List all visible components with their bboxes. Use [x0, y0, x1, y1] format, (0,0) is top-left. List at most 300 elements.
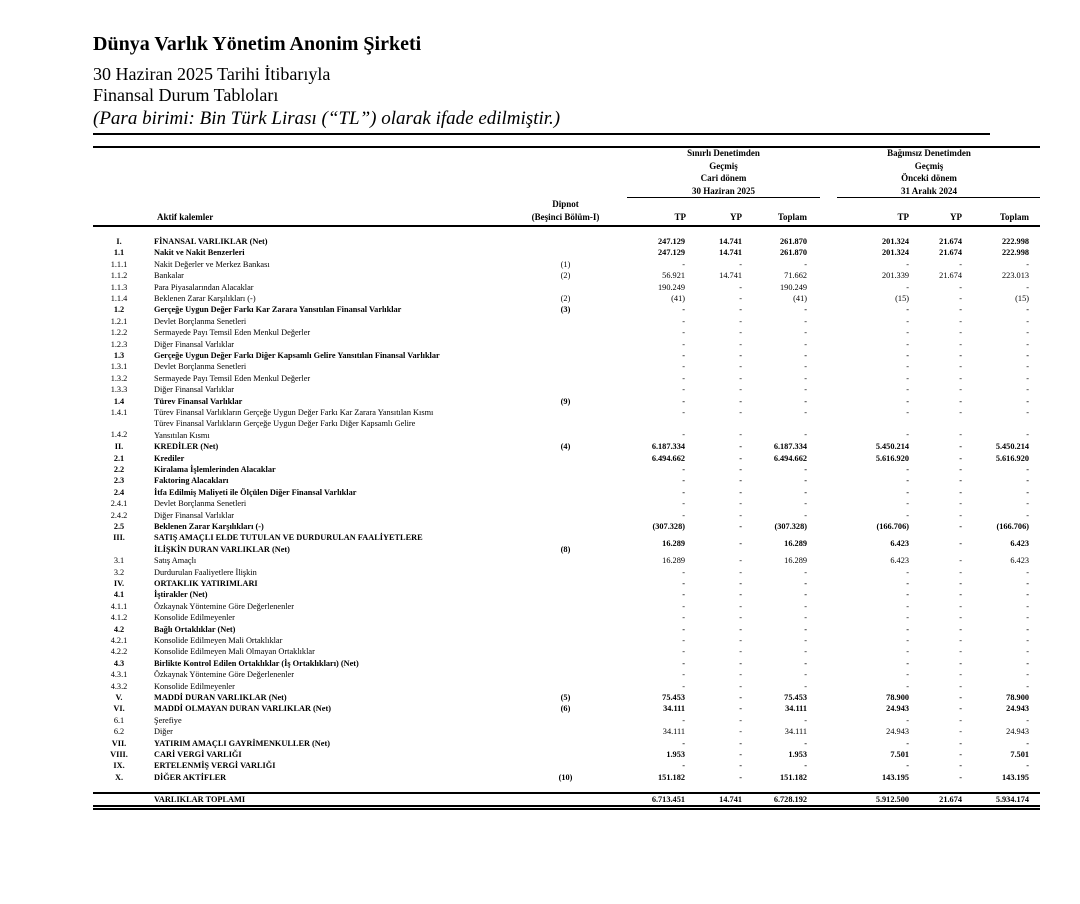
prior-total-value: 5.616.920: [995, 453, 1029, 463]
current-yp-value: -: [739, 510, 742, 520]
current-yp-value: -: [739, 715, 742, 725]
prior-yp-value: -: [959, 613, 962, 623]
dipnot-subheader: (Beşinci Bölüm-I): [531, 212, 600, 222]
item-label: Türev Finansal Varlıkların Gerçeğe Uygun Değer Farkı Kar Zarara Yansıtılan Kısmı: [154, 408, 434, 417]
note-ref: (6): [560, 704, 571, 714]
current-total-value: -: [804, 590, 807, 600]
current-yp-value: -: [739, 259, 742, 269]
item-label: İştirakler (Net): [154, 590, 208, 600]
current-total-value: 71.662: [784, 271, 807, 281]
prior-yp-value: -: [959, 727, 962, 737]
current-yp-value: -: [739, 476, 742, 486]
item-number: IX.: [113, 761, 125, 771]
company-name: Dünya Varlık Yönetim Anonim Şirketi: [93, 33, 422, 55]
table-row: [93, 384, 1040, 395]
prior-total-value: -: [1026, 408, 1029, 417]
prior-total-value: -: [1026, 305, 1029, 315]
item-number: 3.2: [113, 567, 125, 577]
current-yp-value: -: [739, 465, 742, 474]
prior-tp-value: -: [906, 601, 909, 611]
item-number: 2.4: [113, 487, 125, 497]
item-number: 6.1: [113, 715, 125, 725]
prior-yp-value: -: [959, 579, 962, 588]
current-total-value: -: [804, 328, 807, 338]
current-tp-value: -: [682, 681, 685, 691]
prior-total-value: 5.450.214: [995, 442, 1029, 452]
prior-tp-value: -: [906, 613, 909, 623]
total-yp: 14.741: [719, 795, 742, 804]
current-yp-value: -: [739, 373, 742, 383]
prior-tp-value: -: [906, 510, 909, 520]
current-yp-value: -: [739, 693, 742, 702]
prior-yp-value: -: [959, 624, 962, 634]
prior-total-value: 6.423: [1010, 556, 1029, 566]
prior-yp-value: -: [959, 453, 962, 463]
prior-tp-value: 7.501: [890, 750, 909, 759]
table-row: [93, 532, 1040, 555]
total-label: VARLIKLAR TOPLAMI: [154, 795, 246, 804]
prior-tp-value: -: [906, 636, 909, 645]
prior-total-value: 24.943: [1006, 704, 1029, 714]
prior-tp-value: -: [906, 351, 909, 360]
prior-yp-value: -: [959, 362, 962, 372]
prior-tp-value: 78.900: [886, 693, 909, 702]
prior-total-value: -: [1026, 761, 1029, 771]
current-yp-value: -: [739, 579, 742, 588]
item-label: MADDİ DURAN VARLIKLAR (Net): [154, 693, 287, 702]
current-tp-value: -: [682, 316, 685, 326]
current-total-value: 34.111: [784, 727, 807, 737]
item-label: Özkaynak Yöntemine Göre Değerlenenler: [154, 601, 294, 611]
current-total-value: 1.953: [788, 750, 807, 759]
prior-tp-value: -: [906, 590, 909, 600]
table-row: [93, 316, 1040, 327]
current-yp-value: -: [739, 658, 742, 668]
current-tp-value: -: [682, 408, 685, 417]
prior-tp-value: -: [906, 305, 909, 315]
current-total-value: -: [804, 624, 807, 634]
table-row: [93, 578, 1040, 589]
prior-yp-value: 21.674: [939, 248, 962, 258]
item-label: ERTELENMİŞ VERGİ VARLIĞI: [154, 761, 276, 771]
item-label: Bankalar: [154, 271, 184, 281]
current-total-value: -: [804, 499, 807, 509]
current-total-value: 34.111: [785, 704, 807, 714]
prior-total-value: -: [1026, 430, 1029, 440]
item-label: DİĞER AKTİFLER: [154, 772, 227, 782]
prior-total-value: -: [1026, 385, 1029, 395]
prior-total-value: 143.195: [1002, 772, 1029, 782]
prior-yp-value: -: [959, 373, 962, 383]
table-row: [93, 635, 1040, 646]
prior-yp-value: -: [959, 750, 962, 759]
item-label: KREDİLER (Net): [154, 442, 219, 452]
prior-total-value: -: [1026, 282, 1029, 292]
current-period-header: Sınırlı Denetimden Geçmiş Cari dönem 30 Haziran 2025: [687, 148, 760, 196]
current-total-value: 6.187.334: [773, 442, 807, 452]
item-label: SATIŞ AMAÇLI ELDE TUTULAN VE DURDURULAN FAALİYETLERE İLİŞKİN DURAN VARLIKLAR (Net): [154, 533, 423, 554]
item-label: Özkaynak Yöntemine Göre Değerlenenler: [154, 670, 294, 680]
prior-tp-value: 201.324: [882, 237, 909, 246]
prior-tp-value: -: [906, 465, 909, 474]
table-row: [93, 270, 1040, 281]
current-total-value: -: [804, 465, 807, 474]
current-total-value: -: [804, 385, 807, 395]
table-row: [93, 555, 1040, 566]
current-tp-value: -: [682, 305, 685, 315]
prior-yp-value: -: [959, 476, 962, 486]
current-total-value: -: [804, 670, 807, 680]
prior-total-value: -: [1026, 590, 1029, 600]
note-ref: (5): [560, 693, 571, 702]
prior-tp-value: -: [906, 658, 909, 668]
table-row: [93, 350, 1040, 361]
item-label: CARİ VERGİ VARLIĞI: [154, 750, 242, 759]
prior-total-value: -: [1026, 396, 1029, 406]
table-row: [93, 658, 1040, 669]
current-tp-value: -: [682, 259, 685, 269]
prior-yp-value: -: [959, 636, 962, 645]
item-number: 1.1.2: [110, 271, 128, 281]
prior-yp-value: -: [959, 465, 962, 474]
table-row: [93, 726, 1040, 737]
yp-header: YP: [730, 212, 742, 222]
current-tp-value: (307.328): [652, 522, 685, 531]
table-row: [93, 681, 1040, 692]
current-tp-value: -: [682, 579, 685, 588]
note-ref: (8): [560, 545, 571, 555]
prior-total-value: (15): [1015, 294, 1029, 303]
item-number: 1.2.2: [110, 328, 128, 338]
prior-tp-value: 24.943: [886, 704, 909, 714]
dipnot-header: Dipnot: [552, 199, 579, 209]
current-total-value: -: [804, 738, 807, 748]
current-tp-value: -: [682, 362, 685, 372]
item-label: Faktoring Alacakları: [154, 476, 229, 486]
current-tp-value: (41): [671, 294, 685, 303]
item-label: Gerçeğe Uygun Değer Farkı Diğer Kapsamlı Gelire Yansıtılan Finansal Varlıklar: [154, 351, 440, 360]
prior-tp-value: 201.339: [882, 271, 909, 281]
prior-tp-value: -: [906, 624, 909, 634]
prior-tp-value: -: [906, 408, 909, 417]
item-number: 6.2: [113, 727, 125, 737]
prior-yp-value: 21.674: [939, 237, 962, 246]
item-label: Konsolide Edilmeyen Mali Ortaklıklar: [154, 636, 283, 645]
table-row: [93, 738, 1040, 749]
current-total-value: -: [804, 681, 807, 691]
table-row: [93, 772, 1040, 783]
item-label: Konsolide Edilmeyenler: [154, 613, 235, 623]
current-tp-value: 56.921: [662, 271, 685, 281]
item-number: 1.1: [113, 248, 125, 258]
current-total-value: -: [804, 715, 807, 725]
item-label: YATIRIM AMAÇLI GAYRİMENKULLER (Net): [154, 738, 331, 748]
item-label: MADDİ OLMAYAN DURAN VARLIKLAR (Net): [154, 704, 332, 714]
current-tp-value: 75.453: [662, 693, 685, 702]
current-yp-value: -: [739, 727, 742, 737]
prior-yp-value: -: [959, 282, 962, 292]
item-label: Diğer Finansal Varlıklar: [154, 510, 235, 520]
current-total-value: -: [804, 658, 807, 668]
current-tp-value: 190.249: [658, 282, 685, 292]
prior-total-value: -: [1026, 328, 1029, 338]
current-yp-value: -: [739, 442, 742, 452]
current-total-value: (307.328): [774, 522, 807, 531]
prior-total-value: -: [1026, 624, 1029, 634]
current-total-value: (41): [793, 294, 807, 303]
prior-tp-value: -: [906, 396, 909, 406]
table-row: [93, 646, 1040, 657]
item-label: Konsolide Edilmeyenler: [154, 681, 235, 691]
current-yp-value: -: [739, 636, 742, 645]
total-bottom-rule-2: [93, 808, 1040, 810]
current-tp-value: -: [682, 567, 685, 577]
item-number: 4.3.2: [110, 681, 128, 691]
total-total: 6.728.192: [773, 795, 807, 804]
table-row: [93, 692, 1040, 703]
current-yp-value: -: [739, 670, 742, 680]
current-tp-value: -: [682, 328, 685, 338]
prior-total-value: -: [1026, 499, 1029, 509]
table-row: [93, 601, 1040, 612]
item-label: Bağlı Ortaklıklar (Net): [154, 624, 236, 634]
current-yp-value: 14.741: [719, 271, 742, 281]
prior-total-value: 222.998: [1002, 237, 1029, 246]
prior-yp-value: -: [959, 259, 962, 269]
prior-total-value: -: [1026, 476, 1029, 486]
table-row: [93, 567, 1040, 578]
prior-tp-value: -: [906, 385, 909, 395]
prior-tp-value: -: [906, 259, 909, 269]
prior-yp-value: -: [959, 385, 962, 395]
item-label: Diğer Finansal Varlıklar: [154, 385, 235, 395]
prior-yp-value: -: [959, 567, 962, 577]
prior-total-value: -: [1026, 647, 1029, 657]
prior-yp-value: -: [959, 430, 962, 440]
table-row: [93, 361, 1040, 372]
prior-tp-value: -: [906, 715, 909, 725]
prior-yp-value: -: [959, 647, 962, 657]
current-tp-value: -: [682, 385, 685, 395]
current-total-value: -: [804, 476, 807, 486]
item-label: Konsolide Edilmeyen Mali Olmayan Ortaklıklar: [154, 647, 315, 657]
item-number: 1.1.3: [110, 282, 128, 292]
prior-tp-value: 5.616.920: [875, 453, 909, 463]
current-yp-value: -: [739, 601, 742, 611]
prior-tp-value: -: [906, 328, 909, 338]
prior-yp-value: -: [959, 761, 962, 771]
item-label: Diğer: [154, 727, 173, 737]
table-row: [93, 441, 1040, 452]
prior-tp-value: -: [906, 738, 909, 748]
prior-yp-value: -: [959, 539, 962, 549]
prior-yp-value: -: [959, 351, 962, 360]
item-label: Nakit Değerler ve Merkez Bankası: [154, 259, 270, 269]
total-row: [93, 794, 1040, 805]
item-number: IV.: [113, 579, 125, 588]
prior-yp-header: YP: [950, 212, 962, 222]
current-yp-value: 14.741: [719, 248, 742, 258]
table-row: [93, 293, 1040, 304]
prior-total-value: -: [1026, 670, 1029, 680]
current-tp-value: -: [682, 396, 685, 406]
current-tp-value: -: [682, 351, 685, 360]
current-tp-value: -: [682, 658, 685, 668]
prior-yp-value: -: [959, 704, 962, 714]
current-tp-value: 247.129: [658, 248, 685, 258]
prior-tp-value: -: [906, 316, 909, 326]
prior-total-value: -: [1026, 681, 1029, 691]
item-label: Sermayede Payı Temsil Eden Menkul Değerler: [154, 373, 311, 383]
item-label: Gerçeğe Uygun Değer Farkı Kar Zarara Yansıtılan Finansal Varlıklar: [154, 305, 402, 315]
total-tp: 6.713.451: [651, 795, 685, 804]
table-row: [93, 749, 1040, 760]
prior-total-value: -: [1026, 316, 1029, 326]
current-yp-value: -: [739, 305, 742, 315]
current-total-value: 16.289: [784, 556, 807, 566]
aktif-kalemler-header: Aktif kalemler: [157, 212, 214, 222]
item-number: 2.4.1: [110, 499, 128, 509]
current-tp-value: 1.953: [666, 750, 685, 759]
current-total-value: -: [804, 339, 807, 349]
table-row: [93, 475, 1040, 486]
prior-total-value: -: [1026, 738, 1029, 748]
current-total-value: 190.249: [780, 282, 807, 292]
prior-yp-value: -: [959, 681, 962, 691]
total-bottom-rule-1: [93, 805, 1040, 807]
current-yp-value: -: [739, 772, 742, 782]
prior-tp-value: 201.324: [882, 248, 909, 258]
prior-tp-value: -: [906, 487, 909, 497]
note-ref: (4): [560, 442, 571, 452]
current-yp-value: -: [739, 453, 742, 463]
prior-total-value: -: [1026, 362, 1029, 372]
prior-tp-header: TP: [897, 212, 909, 222]
prior-yp-value: -: [959, 590, 962, 600]
prior-total-value: -: [1026, 567, 1029, 577]
item-number: 1.4.2: [110, 430, 128, 440]
current-total-value: -: [804, 351, 807, 360]
current-total-value: -: [804, 430, 807, 440]
current-yp-value: -: [739, 351, 742, 360]
prior-total-value: 7.501: [1010, 750, 1029, 759]
item-number: 2.4.2: [110, 510, 128, 520]
prior-tp-value: -: [906, 362, 909, 372]
item-number: 4.3.1: [110, 670, 128, 680]
current-tp-value: -: [682, 465, 685, 474]
item-label: Krediler: [154, 453, 185, 463]
current-total-value: -: [804, 761, 807, 771]
table-row: [93, 521, 1040, 532]
item-number: 1.3.1: [110, 362, 128, 372]
current-yp-value: -: [739, 396, 742, 406]
prior-total-value: -: [1026, 373, 1029, 383]
item-number: II.: [114, 442, 124, 452]
item-number: V.: [115, 693, 123, 702]
prior-tp-value: 24.943: [886, 727, 909, 737]
current-tp-value: -: [682, 510, 685, 520]
current-total-value: -: [804, 487, 807, 497]
current-yp-value: -: [739, 750, 742, 759]
table-row: [93, 487, 1040, 498]
item-label: İtfa Edilmiş Maliyeti ile Ölçülen Diğer Finansal Varlıklar: [154, 487, 357, 497]
current-tp-value: -: [682, 373, 685, 383]
prior-tp-value: -: [906, 476, 909, 486]
prior-tp-value: -: [906, 670, 909, 680]
current-total-value: 261.870: [780, 248, 807, 258]
table-row: [93, 236, 1040, 247]
table-row: [93, 464, 1040, 475]
prior-yp-value: -: [959, 305, 962, 315]
item-number: 3.1: [113, 556, 125, 566]
prior-tp-value: 6.423: [890, 556, 909, 566]
prior-yp-value: -: [959, 693, 962, 702]
table-row: [93, 418, 1040, 441]
current-total-value: -: [804, 408, 807, 417]
prior-tp-value: 143.195: [882, 772, 909, 782]
prior-total-value: 6.423: [1010, 539, 1029, 549]
item-number: 1.2.1: [110, 316, 128, 326]
item-number: 4.1: [113, 590, 125, 600]
item-number: I.: [116, 237, 122, 246]
current-yp-value: 14.741: [719, 237, 742, 246]
prior-yp-value: -: [959, 396, 962, 406]
prior-tp-value: -: [906, 373, 909, 383]
table-row: [93, 327, 1040, 338]
prior-yp-value: -: [959, 772, 962, 782]
item-label: Beklenen Zarar Karşılıkları (-): [154, 522, 264, 531]
prior-tp-value: -: [906, 681, 909, 691]
current-tp-value: -: [682, 624, 685, 634]
current-tp-value: 247.129: [658, 237, 685, 246]
prior-tp-value: -: [906, 339, 909, 349]
item-label: Diğer Finansal Varlıklar: [154, 339, 235, 349]
current-total-value: -: [804, 373, 807, 383]
current-tp-value: 16.289: [662, 539, 685, 549]
item-number: 1.1.4: [110, 294, 128, 303]
item-number: 2.3: [113, 476, 125, 486]
current-tp-value: -: [682, 339, 685, 349]
table-row: [93, 304, 1040, 315]
item-label: Sermayede Payı Temsil Eden Menkul Değerler: [154, 328, 311, 338]
current-total-value: -: [804, 601, 807, 611]
current-total-value: -: [804, 636, 807, 645]
prior-tp-value: -: [906, 499, 909, 509]
current-total-value: 151.182: [780, 772, 807, 782]
statement-date: 30 Haziran 2025 Tarihi İtibarıyla: [93, 64, 331, 84]
prior-yp-value: -: [959, 487, 962, 497]
item-number: VI.: [113, 704, 125, 714]
current-total-value: 261.870: [780, 237, 807, 246]
item-number: 1.3: [113, 351, 125, 360]
current-yp-value: -: [739, 624, 742, 634]
statement-title: Finansal Durum Tabloları: [93, 85, 279, 105]
item-label: ORTAKLIK YATIRIMLARI: [154, 579, 258, 588]
prior-period-underline: [837, 197, 1040, 198]
current-tp-value: -: [682, 613, 685, 623]
prior-total-value: -: [1026, 715, 1029, 725]
current-total-value: -: [804, 362, 807, 372]
prior-total-value: -: [1026, 487, 1029, 497]
note-ref: (1): [560, 259, 571, 269]
prior-total-header: Toplam: [999, 212, 1029, 222]
table-row: [93, 624, 1040, 635]
current-tp-value: -: [682, 499, 685, 509]
current-yp-value: -: [739, 647, 742, 657]
current-tp-value: 6.494.662: [651, 453, 685, 463]
table-row: [93, 715, 1040, 726]
note-ref: (9): [560, 396, 571, 406]
